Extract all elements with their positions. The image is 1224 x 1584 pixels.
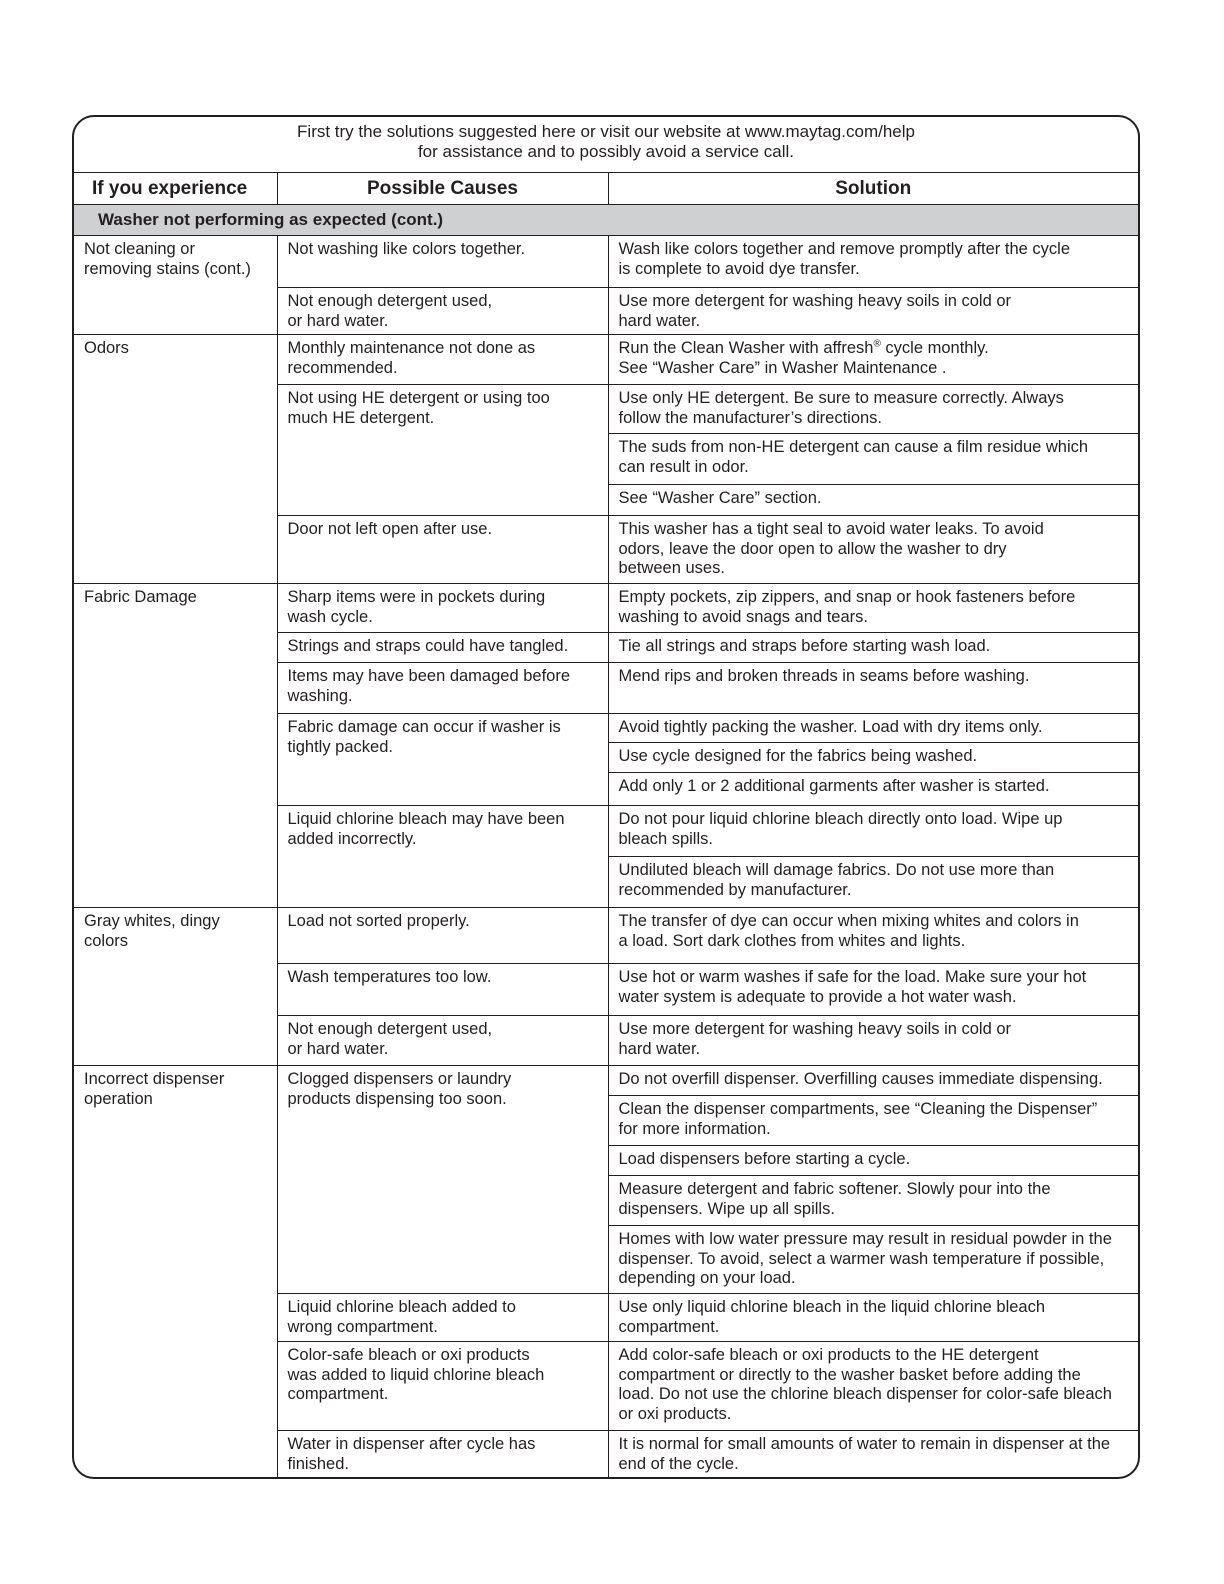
cause-cell: Not using HE detergent or using too much HE detergent.: [277, 385, 608, 516]
cause-cell: Clogged dispensers or laundry products dispensing too soon.: [277, 1066, 608, 1294]
solution-cell: Do not pour liquid chlorine bleach directly onto load. Wipe up bleach spills.: [608, 806, 1138, 857]
solution-text: Run the Clean Washer with affresh: [618, 339, 874, 357]
solution-text: cycle monthly. See “Washer Care” in Washer Maintenance .: [618, 339, 989, 377]
troubleshooting-table: [74, 172, 1138, 1479]
header-solution: Solution: [608, 173, 1138, 205]
cause-cell: Load not sorted properly.: [277, 908, 608, 964]
solution-cell: [608, 335, 1138, 385]
cause-cell: Not enough detergent used, or hard water.: [277, 1016, 608, 1066]
section-title: Washer not performing as expected (cont.): [74, 205, 1138, 236]
registered-mark: ®: [873, 338, 881, 350]
header-causes: Possible Causes: [277, 173, 608, 205]
intro-line-2: for assistance and to possibly avoid a service call.: [417, 142, 795, 161]
solution-cell: Use only liquid chlorine bleach in the liquid chlorine bleach compartment.: [608, 1294, 1138, 1342]
solution-cell: Homes with low water pressure may result in residual powder in the dispenser. To avoid, select a warmer wash temperature if possible, depending on your load.: [608, 1226, 1138, 1294]
experience-dispenser: Incorrect dispenser operation: [74, 1066, 277, 1479]
experience-not-cleaning: Not cleaning or removing stains (cont.): [74, 236, 277, 335]
table-row: [74, 584, 1138, 633]
cause-cell: Sharp items were in pockets during wash cycle.: [277, 584, 608, 633]
header-experience: If you experience: [74, 173, 277, 205]
solution-cell: Add color-safe bleach or oxi products to the HE detergent compartment or directly to the washer basket before adding the load. Do not use the chlorine bleach dispenser for color-safe bleach or oxi products.: [608, 1342, 1138, 1431]
table-row: [74, 236, 1138, 288]
solution-cell: Do not overfill dispenser. Overfilling causes immediate dispensing.: [608, 1066, 1138, 1096]
solution-cell: Use cycle designed for the fabrics being washed.: [608, 743, 1138, 773]
solution-cell: Add only 1 or 2 additional garments after washer is started.: [608, 773, 1138, 806]
experience-fabric-damage: Fabric Damage: [74, 584, 277, 908]
cause-cell: Wash temperatures too low.: [277, 964, 608, 1016]
solution-cell: Measure detergent and fabric softener. Slowly pour into the dispensers. Wipe up all spills.: [608, 1176, 1138, 1226]
section-row: [74, 205, 1138, 236]
table-row: [74, 335, 1138, 385]
cause-cell: Liquid chlorine bleach added to wrong compartment.: [277, 1294, 608, 1342]
cause-cell: Liquid chlorine bleach may have been added incorrectly.: [277, 806, 608, 908]
solution-cell: The transfer of dye can occur when mixing whites and colors in a load. Sort dark clothes from whites and lights.: [608, 908, 1138, 964]
solution-cell: Load dispensers before starting a cycle.: [608, 1146, 1138, 1176]
solution-cell: Use only HE detergent. Be sure to measure correctly. Always follow the manufacturer’s directions.: [608, 385, 1138, 434]
solution-cell: Use hot or warm washes if safe for the load. Make sure your hot water system is adequate to provide a hot water wash.: [608, 964, 1138, 1016]
solution-cell: The suds from non-HE detergent can cause a film residue which can result in odor.: [608, 434, 1138, 485]
cause-cell: Monthly maintenance not done as recommended.: [277, 335, 608, 385]
solution-cell: Wash like colors together and remove promptly after the cycle is complete to avoid dye transfer.: [608, 236, 1138, 288]
solution-cell: Avoid tightly packing the washer. Load with dry items only.: [608, 714, 1138, 743]
cause-cell: Items may have been damaged before washing.: [277, 663, 608, 714]
cause-cell: Strings and straps could have tangled.: [277, 633, 608, 663]
solution-cell: It is normal for small amounts of water to remain in dispenser at the end of the cycle.: [608, 1431, 1138, 1479]
solution-cell: Use more detergent for washing heavy soils in cold or hard water.: [608, 288, 1138, 335]
solution-cell: Use more detergent for washing heavy soils in cold or hard water.: [608, 1016, 1138, 1066]
intro-note: [74, 117, 1138, 172]
cause-cell: Not washing like colors together.: [277, 236, 608, 288]
experience-odors: Odors: [74, 335, 277, 584]
solution-cell: See “Washer Care” section.: [608, 485, 1138, 516]
solution-cell: Clean the dispenser compartments, see “Cleaning the Dispenser” for more information.: [608, 1096, 1138, 1146]
cause-cell: Fabric damage can occur if washer is tightly packed.: [277, 714, 608, 806]
header-row: [74, 173, 1138, 205]
solution-cell: Empty pockets, zip zippers, and snap or hook fasteners before washing to avoid snags and tears.: [608, 584, 1138, 633]
experience-gray-whites: Gray whites, dingy colors: [74, 908, 277, 1066]
cause-cell: Color-safe bleach or oxi products was added to liquid chlorine bleach compartment.: [277, 1342, 608, 1431]
cause-cell: Not enough detergent used, or hard water.: [277, 288, 608, 335]
table-row: [74, 908, 1138, 964]
cause-cell: Door not left open after use.: [277, 516, 608, 584]
intro-line-1: First try the solutions suggested here or visit our website at www.maytag.com/help: [297, 122, 915, 141]
solution-cell: This washer has a tight seal to avoid water leaks. To avoid odors, leave the door open to allow the washer to dry between uses.: [608, 516, 1138, 584]
cause-cell: Water in dispenser after cycle has finished.: [277, 1431, 608, 1479]
solution-cell: Mend rips and broken threads in seams before washing.: [608, 663, 1138, 714]
table-row: [74, 1066, 1138, 1096]
troubleshooting-panel: [72, 115, 1140, 1479]
solution-cell: Tie all strings and straps before starting wash load.: [608, 633, 1138, 663]
solution-cell: Undiluted bleach will damage fabrics. Do not use more than recommended by manufacturer.: [608, 857, 1138, 908]
